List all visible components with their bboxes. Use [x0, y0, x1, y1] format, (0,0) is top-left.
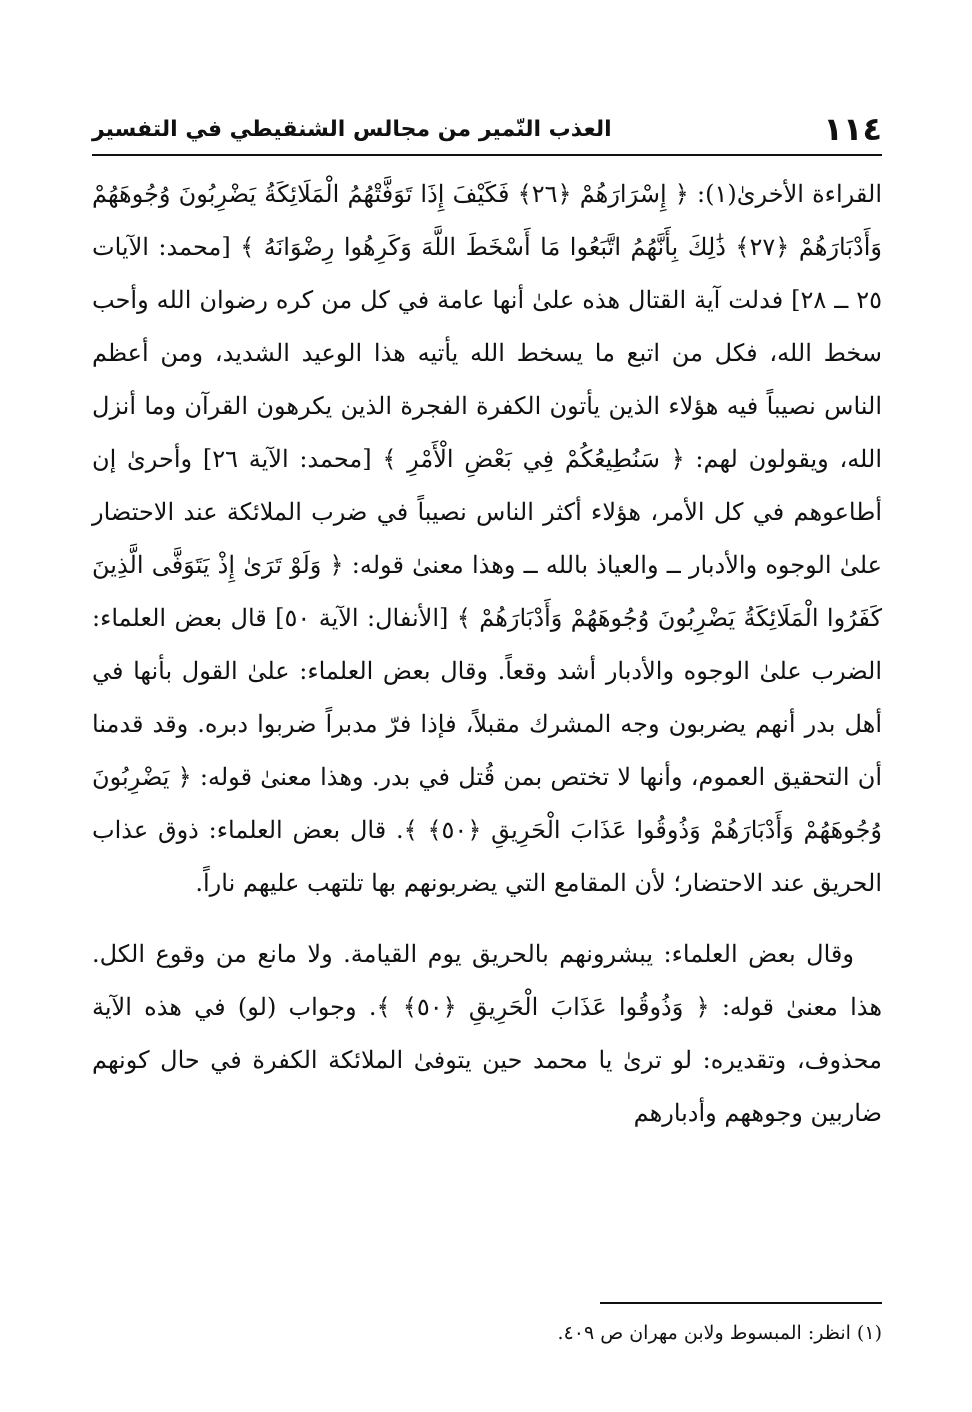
footnote-divider — [600, 1302, 882, 1304]
paragraph-2: وقال بعض العلماء: يبشرونهم بالحريق يوم القيامة. ولا مانع من وقوع الكل. هذا معنىٰ قوله: ﴿ وَذُوقُوا عَذَابَ الْحَرِيقِ ﴿٥٠﴾ ﴾. وجواب (لو) في هذه الآية محذوف، وتقديره: لو ترىٰ يا محمد حين يتوفىٰ الملائكة الكفرة في حال كونهم ضاربين وجوههم وأدبارهم — [92, 940, 882, 1127]
header-divider — [92, 154, 882, 156]
page-number: ١١٤ — [823, 110, 882, 148]
main-text — [92, 168, 882, 1140]
footnote: (١) انظر: المبسوط ولابن مهران ص ٤٠٩. — [557, 1322, 882, 1344]
paragraph-1: القراءة الأخرىٰ(١): ﴿ إِسْرَارَهُمْ ﴿٢٦﴾ فَكَيْفَ إِذَا تَوَفَّتْهُمُ الْمَلَائِكَةُ يَضْرِبُونَ وُجُوهَهُمْ وَأَدْبَارَهُمْ ﴿٢٧﴾ ذَٰلِكَ بِأَنَّهُمُ اتَّبَعُوا مَا أَسْخَطَ اللَّهَ وَكَرِهُوا رِضْوَانَهُ ﴾ [محمد: الآيات ٢٥ ــ ٢٨] فدلت آية القتال هذه علىٰ أنها عامة في كل من كره رضوان الله وأحب سخط الله، فكل من اتبع ما يسخط الله يأتيه هذا الوعيد الشديد، ومن أعظم الناس نصيباً فيه هؤلاء الذين يأتون الكفرة الفجرة الذين يكرهون القرآن وما أنزل الله، ويقولون لهم: ﴿ سَنُطِيعُكُمْ فِي بَعْضِ الْأَمْرِ ﴾ [محمد: الآية ٢٦] وأحرىٰ إن أطاعوهم في كل الأمر، هؤلاء أكثر الناس نصيباً في ضرب الملائكة عند الاحتضار علىٰ الوجوه والأدبار ــ والعياذ بالله ــ وهذا معنىٰ قوله: ﴿ وَلَوْ تَرَىٰ إِذْ يَتَوَفَّى الَّذِينَ كَفَرُوا الْمَلَائِكَةُ يَضْرِبُونَ وُجُوهَهُمْ وَأَدْبَارَهُمْ ﴾ [الأنفال: الآية ٥٠] قال بعض العلماء: الضرب علىٰ الوجوه والأدبار أشد وقعاً. وقال بعض العلماء: علىٰ القول بأنها في أهل بدر أنهم يضربون وجه المشرك مقبلاً، فإذا فرّ مدبراً ضربوا دبره. وقد قدمنا أن التحقيق العموم، وأنها لا تختص بمن قُتل في بدر. وهذا معنىٰ قوله: ﴿ يَضْرِبُونَ وُجُوهَهُمْ وَأَدْبَارَهُمْ وَذُوقُوا عَذَابَ الْحَرِيقِ ﴿٥٠﴾ ﴾. قال بعض العلماء: ذوق عذاب الحريق عند الاحتضار؛ لأن المقامع التي يضربونهم بها تلتهب عليهم ناراً. — [92, 180, 883, 897]
running-title: العذب النّمير من مجالس الشنقيطي في التفسير — [92, 116, 612, 142]
page-header — [92, 108, 882, 150]
